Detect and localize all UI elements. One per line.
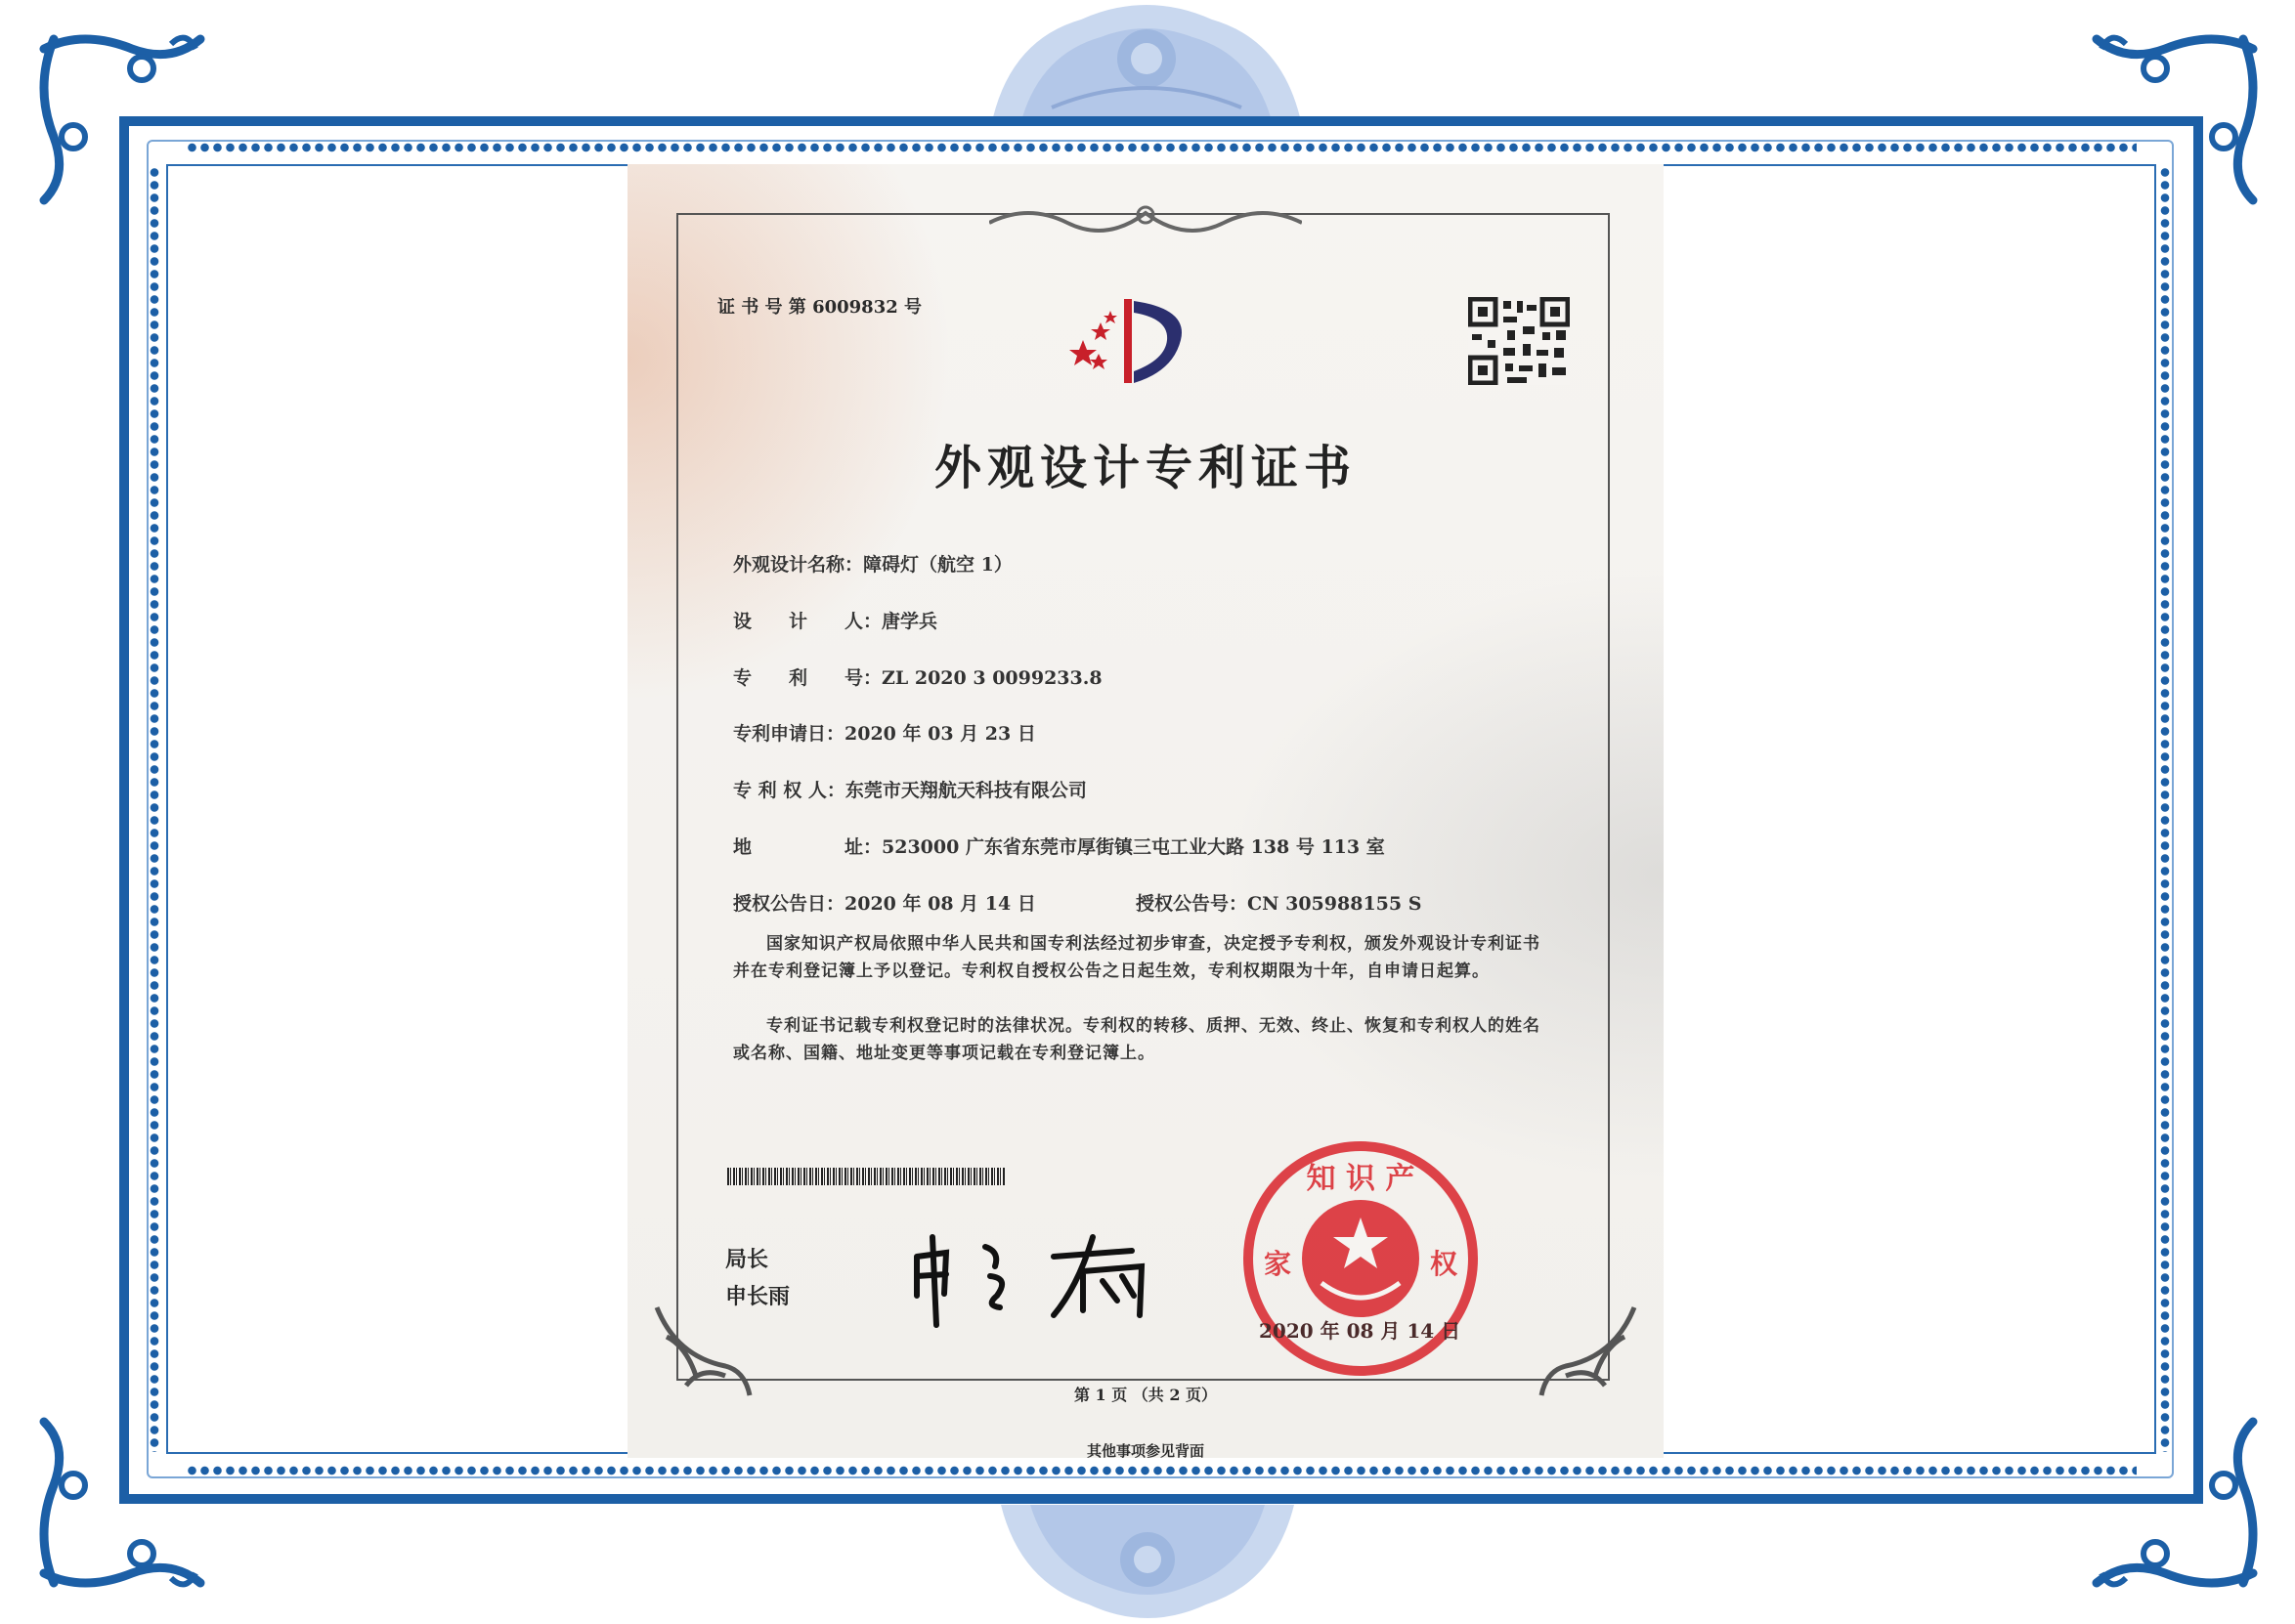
field-value: 障碍灯（航空 1） — [863, 554, 1013, 576]
seal-date: 2020 年 08 月 14 日 — [1259, 1319, 1461, 1343]
director-name: 申长雨 — [725, 1285, 791, 1309]
dotted-border-top — [186, 143, 2137, 152]
field-design-name — [733, 550, 1013, 577]
field-label: 外观设计名称： — [733, 554, 864, 576]
field-designer — [733, 607, 937, 633]
field-address — [733, 833, 1385, 859]
field-grant-date — [733, 889, 1036, 916]
field-value: ZL 2020 3 0099233.8 — [882, 667, 1103, 689]
bottom-ornament-medallion — [1001, 1505, 1294, 1624]
dotted-border-right — [2160, 166, 2170, 1452]
cnipa-logo-icon — [1063, 289, 1194, 387]
svg-text:知 识 产: 知 识 产 — [1306, 1162, 1415, 1196]
svg-text:家: 家 — [1263, 1248, 1292, 1280]
certificate-number: 证 书 号 第 6009832 号 — [717, 297, 923, 318]
dotted-border-left — [150, 166, 159, 1452]
field-value: 东莞市天翔航天科技有限公司 — [844, 780, 1087, 801]
certificate-paragraph-1: 国家知识产权局依照中华人民共和国专利法经过初步审查，决定授予专利权，颁发外观设计专利证书并在专利登记簿上予以登记。专利权自授权公告之日起生效，专利权期限为十年，自申请日起算。 — [733, 934, 1540, 981]
certificate-title: 外观设计专利证书 — [933, 441, 1357, 495]
field-value: 唐学兵 — [882, 611, 938, 632]
official-seal-stamp — [1238, 1141, 1483, 1386]
field-label: 专 利 权 人： — [733, 780, 845, 801]
dotted-border-bottom — [186, 1466, 2137, 1475]
director-title: 局长 — [725, 1248, 769, 1272]
field-label: 地 址： — [733, 836, 883, 858]
field-label: 专利申请日： — [733, 723, 845, 745]
field-value: 523000 广东省东莞市厚街镇三屯工业大路 138 号 113 室 — [882, 836, 1385, 858]
field-label: 授权公告号： — [1136, 893, 1248, 915]
field-value: 2020 年 08 月 14 日 — [844, 893, 1036, 915]
field-label: 授权公告日： — [733, 893, 845, 915]
field-patentee — [733, 776, 1087, 802]
qr-code-icon — [1468, 297, 1570, 385]
page-indicator: 第 1 页 （共 2 页） — [1073, 1386, 1218, 1404]
barcode — [727, 1168, 1005, 1185]
field-label: 设 计 人： — [733, 611, 883, 632]
certificate-paragraph-2: 专利证书记载专利权登记时的法律状况。专利权的转移、质押、无效、终止、恢复和专利权人的姓名或名称、国籍、地址变更等事项记载在专利登记簿上。 — [733, 1016, 1540, 1063]
svg-text:权: 权 — [1429, 1248, 1458, 1280]
footer-note: 其他事项参见背面 — [1086, 1442, 1204, 1458]
field-patent-number — [733, 663, 1103, 690]
patent-certificate — [628, 164, 1664, 1458]
field-value: 2020 年 03 月 23 日 — [844, 723, 1036, 745]
field-label: 专 利 号： — [733, 667, 883, 689]
field-application-date — [733, 719, 1036, 746]
top-ornament-medallion — [993, 0, 1300, 117]
director-signature — [907, 1218, 1200, 1335]
field-grant-number — [1136, 889, 1421, 916]
certificate-top-scroll-ornament — [989, 203, 1302, 242]
field-value: CN 305988155 S — [1247, 893, 1422, 915]
